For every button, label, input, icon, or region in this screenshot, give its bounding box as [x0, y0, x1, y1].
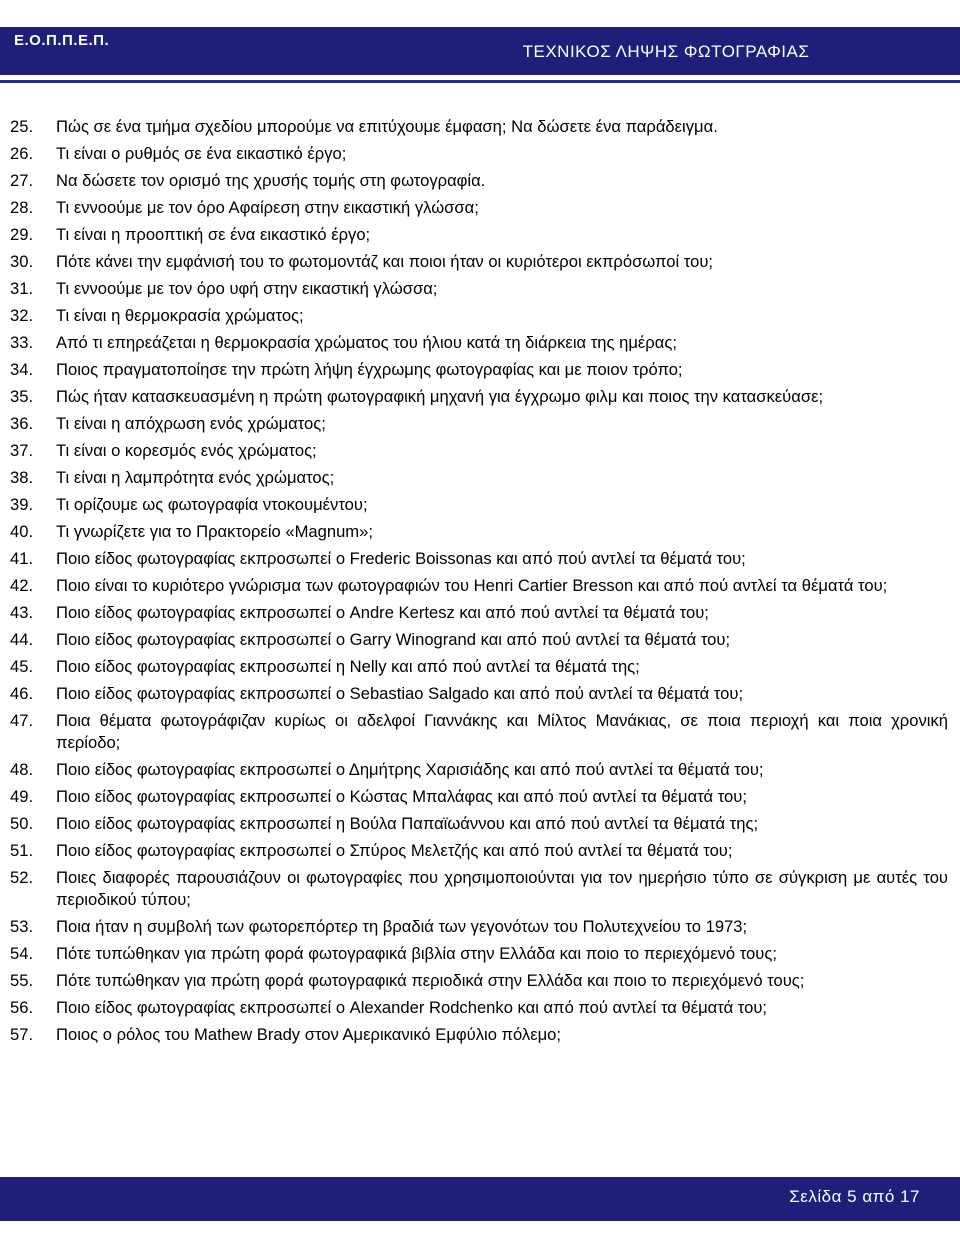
question-text: Πότε κάνει την εμφάνισή του το φωτομοντάζ και ποιοι ήταν οι κυριότεροι εκπρόσωποί του;: [56, 251, 713, 271]
question-number: 38.: [10, 468, 34, 487]
question-text: Πότε τυπώθηκαν για πρώτη φορά φωτογραφικά περιοδικά στην Ελλάδα και ποιο το περιεχόμενό τους;: [56, 970, 805, 990]
question-number: 52.: [10, 868, 34, 887]
question-text: Ποιο είδος φωτογραφίας εκπροσωπεί ο Sebastiao Salgado και από πού αντλεί τα θέματά του;: [56, 683, 744, 703]
question-text: Ποια ήταν η συμβολή των φωτορεπόρτερ τη βραδιά των γεγονότων του Πολυτεχνείου το 1973;: [56, 916, 748, 936]
question-list: [10, 113, 948, 1048]
question-number: 51.: [10, 841, 34, 860]
header-title-box: [380, 30, 952, 74]
header-org: Ε.Ο.Π.Π.Ε.Π.: [14, 32, 110, 49]
question-text: Πώς σε ένα τμήμα σχεδίου μπορούμε να επιτύχουμε έμφαση; Να δώσετε ένα παράδειγμα.: [56, 116, 718, 136]
question-item: [10, 437, 948, 464]
question-text: Τι εννοούμε με τον όρο Αφαίρεση στην εικαστική γλώσσα;: [56, 197, 479, 217]
question-number: 27.: [10, 171, 34, 190]
question-number: 41.: [10, 549, 34, 568]
question-text: Ποιο είδος φωτογραφίας εκπροσωπεί ο Garry Winogrand και από πού αντλεί τα θέματά του;: [56, 629, 731, 649]
question-text: Ποιες διαφορές παρουσιάζουν οι φωτογραφίες που χρησιμοποιούνται για τον ημερήσιο τύπο σε σύγκριση με αυτές του περιοδικού τύπου;: [56, 867, 948, 909]
question-number: 47.: [10, 711, 34, 730]
footer-bar: [0, 1177, 960, 1221]
question-text: Πώς ήταν κατασκευασμένη η πρώτη φωτογραφική μηχανή για έγχρωμο φιλμ και ποιος την κατασκεύασε;: [56, 386, 824, 406]
question-number: 32.: [10, 306, 34, 325]
question-text: Τι είναι η απόχρωση ενός χρώματος;: [56, 413, 326, 433]
header-title: ΤΕΧΝΙΚΟΣ ΛΗΨΗΣ ΦΩΤΟΓΡΑΦΙΑΣ: [522, 42, 810, 61]
question-item: [10, 464, 948, 491]
question-number: 50.: [10, 814, 34, 833]
question-text: Τι είναι ο κορεσμός ενός χρώματος;: [56, 440, 317, 460]
question-number: 45.: [10, 657, 34, 676]
question-text: Τι είναι ο ρυθμός σε ένα εικαστικό έργο;: [56, 143, 347, 163]
question-number: 29.: [10, 225, 34, 244]
question-text: Ποιο είδος φωτογραφίας εκπροσωπεί ο Δημήτρης Χαρισιάδης και από πού αντλεί τα θέματά του;: [56, 759, 764, 779]
question-text: Πότε τυπώθηκαν για πρώτη φορά φωτογραφικά βιβλία στην Ελλάδα και ποιο το περιεχόμενό τους;: [56, 943, 777, 963]
question-item: [10, 653, 948, 680]
question-text: Ποιο είδος φωτογραφίας εκπροσωπεί ο Κώστας Μπαλάφας και από πού αντλεί τα θέματά του;: [56, 786, 747, 806]
question-number: 40.: [10, 522, 34, 541]
question-text: Ποιο είδος φωτογραφίας εκπροσωπεί ο Andre Kertesz και από πού αντλεί τα θέματά του;: [56, 602, 709, 622]
question-number: 36.: [10, 414, 34, 433]
question-text: Ποια θέματα φωτογράφιζαν κυρίως οι αδελφοί Γιαννάκης και Μίλτος Μανάκιας, σε ποια περιοχή και ποια χρονική περίοδο;: [56, 710, 948, 752]
question-number: 42.: [10, 576, 34, 595]
question-text: Τι γνωρίζετε για το Πρακτορείο «Magnum»;: [56, 521, 373, 541]
question-text: Να δώσετε τον ορισμό της χρυσής τομής στη φωτογραφία.: [56, 170, 486, 190]
question-number: 25.: [10, 117, 34, 136]
question-number: 55.: [10, 971, 34, 990]
question-item: [10, 545, 948, 572]
question-item: [10, 518, 948, 545]
question-number: 37.: [10, 441, 34, 460]
question-text: Τι είναι η θερμοκρασία χρώματος;: [56, 305, 304, 325]
question-item: [10, 221, 948, 248]
question-number: 35.: [10, 387, 34, 406]
question-item: [10, 707, 948, 756]
question-number: 34.: [10, 360, 34, 379]
question-item: [10, 194, 948, 221]
question-item: [10, 626, 948, 653]
question-item: [10, 329, 948, 356]
question-item: [10, 940, 948, 967]
question-number: 54.: [10, 944, 34, 963]
question-text: Ποιο είδος φωτογραφίας εκπροσωπεί η Nelly και από πού αντλεί τα θέματά της;: [56, 656, 640, 676]
question-number: 57.: [10, 1025, 34, 1044]
question-number: 56.: [10, 998, 34, 1017]
question-number: 30.: [10, 252, 34, 271]
question-item: [10, 140, 948, 167]
question-text: Ποιο είδος φωτογραφίας εκπροσωπεί η Βούλα Παπαϊωάννου και από πού αντλεί τα θέματά της;: [56, 813, 759, 833]
question-number: 53.: [10, 917, 34, 936]
question-item: [10, 864, 948, 913]
question-text: Από τι επηρεάζεται η θερμοκρασία χρώματος του ήλιου κατά τη διάρκεια της ημέρας;: [56, 332, 677, 352]
question-text: Ποιος ο ρόλος του Mathew Brady στον Αμερικανικό Εμφύλιο πόλεμο;: [56, 1024, 561, 1044]
question-number: 31.: [10, 279, 34, 298]
question-number: 26.: [10, 144, 34, 163]
question-item: [10, 783, 948, 810]
question-text: Τι είναι η λαμπρότητα ενός χρώματος;: [56, 467, 335, 487]
question-number: 33.: [10, 333, 34, 352]
question-item: [10, 302, 948, 329]
question-item: [10, 491, 948, 518]
question-item: [10, 1021, 948, 1048]
question-text: Ποιος πραγματοποίησε την πρώτη λήψη έγχρωμης φωτογραφίας και με ποιον τρόπο;: [56, 359, 683, 379]
question-item: [10, 167, 948, 194]
question-item: [10, 680, 948, 707]
question-item: [10, 248, 948, 275]
question-text: Τι είναι η προοπτική σε ένα εικαστικό έργο;: [56, 224, 371, 244]
question-number: 49.: [10, 787, 34, 806]
question-number: 28.: [10, 198, 34, 217]
question-text: Τι εννοούμε με τον όρο υφή στην εικαστική γλώσσα;: [56, 278, 438, 298]
question-item: [10, 410, 948, 437]
question-item: [10, 994, 948, 1021]
question-item: [10, 599, 948, 626]
question-item: [10, 810, 948, 837]
question-number: 44.: [10, 630, 34, 649]
question-text: Ποιο είδος φωτογραφίας εκπροσωπεί ο Alexander Rodchenko και από πού αντλεί τα θέματά του;: [56, 997, 768, 1017]
question-item: [10, 756, 948, 783]
header-divider: [0, 80, 960, 83]
question-text: Ποιο είδος φωτογραφίας εκπροσωπεί ο Frederic Boissonas και από πού αντλεί τα θέματά του;: [56, 548, 746, 568]
question-text: Τι ορίζουμε ως φωτογραφία ντοκουμέντου;: [56, 494, 368, 514]
question-number: 43.: [10, 603, 34, 622]
question-item: [10, 572, 948, 599]
question-item: [10, 113, 948, 140]
question-item: [10, 275, 948, 302]
question-item: [10, 356, 948, 383]
question-number: 48.: [10, 760, 34, 779]
question-number: 46.: [10, 684, 34, 703]
question-item: [10, 383, 948, 410]
question-item: [10, 913, 948, 940]
question-item: [10, 837, 948, 864]
question-text: Ποιο είδος φωτογραφίας εκπροσωπεί ο Σπύρος Μελετζής και από πού αντλεί τα θέματά του;: [56, 840, 733, 860]
question-number: 39.: [10, 495, 34, 514]
question-text: Ποιο είναι το κυριότερο γνώρισμα των φωτογραφιών του Henri Cartier Bresson και από πού αντλεί τα θέματά του;: [56, 575, 888, 595]
page-number: Σελίδα 5 από 17: [789, 1187, 920, 1206]
question-item: [10, 967, 948, 994]
